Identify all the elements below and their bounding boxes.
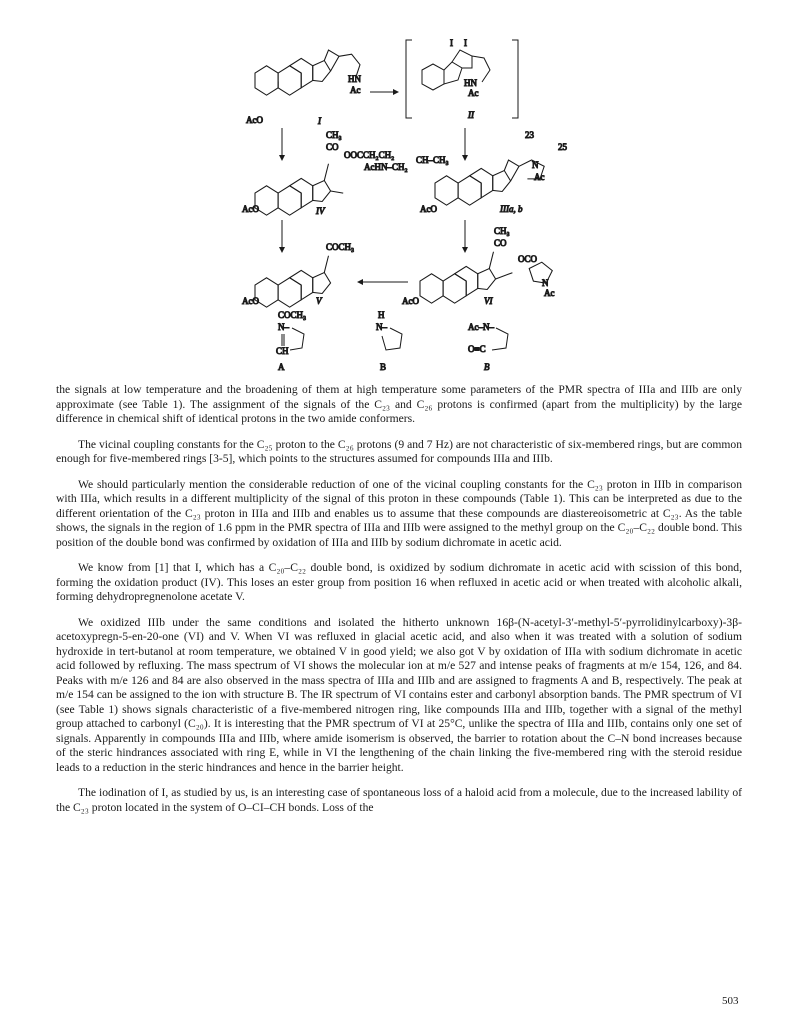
label-ester-IV2: CH–CH₃ [416, 155, 449, 165]
label-Ac-VI: Ac [544, 288, 555, 298]
fragment-B2 [468, 322, 508, 372]
svg-text:Ac–N–: Ac–N– [468, 322, 494, 332]
label-OCO-VI: OCO [518, 254, 538, 264]
page-number: 503 [722, 995, 739, 1007]
label-Ac-I: Ac [350, 85, 361, 95]
label-n23: 23 [525, 130, 534, 140]
label-AcO-I: AcO [246, 115, 263, 125]
reaction-scheme [150, 0, 650, 385]
label-V: V [316, 296, 322, 306]
label-I2: I [464, 38, 467, 48]
paragraph: We should particularly mention the considerable reduction of one of the vicinal coupling constants for the C₂₃ proton in IIIb in comparison with IIIa, which results in a different multiplicity of the signal of this proton in these compounds (Table 1). This can be interpreted as due to the different orientation of the C₂₃ proton in IIIa and IIIb and enables us to assume that these compounds are diastereoisometric at C₂₃. As the table shows, the signals in the region of 1.6 ppm in the PMR spectra of IIIa and IIIb were assigned to the methyl group on the C₂₀–C₂₂ double bond. This position of the double bond was confirmed by oxidation of IIIa and IIIb by sodium dichromate in acetic acid. [56, 477, 742, 549]
label-N-III: N [532, 160, 539, 170]
paragraph: We oxidized IIIb under the same conditions and isolated the hitherto unknown 16β-(N-acetyl-3′-methyl-5′-pyrrolidinylcarboxy)-3β-acetoxypregn-5-en-20-one (VI) and V. When VI was refluxed in glacial acetic acid, and also when it was treated with a solution of sodium hydroxide in tert-butanol at room temperature, we obtained V in good yield; we also got V by oxidation of IIIa with sodium dichromate in acetic acid followed by refluxing. The mass spectrum of VI shows the molecular ion at m/e 527 and intense peaks of fragments at m/e 154, 126, and 84. Peaks with m/e 126 and 84 are also observed in the mass spectra of IIIa and IIIb and are assigned to fragments A and B, respectively. The peak at m/e 154 can be assigned to the ion with structure B. The IR spectrum of VI contains ester and carbonyl absorption bands. The PMR spectrum of VI (see Table 1) shows signals characteristic of a five-membered nitrogen ring, like compounds IIIa and IIIb, together with a signal of the methyl group attached to carbonyl (C₂₀). It is interesting that the PMR spectrum of VI at 25°C, unlike the spectra of IIIa and IIIb, contains only one set of signals. Apparently in compounds IIIa and IIIb, where amide isomerism is observed, the barrier to rotation about the C–N bond increases because of the steric hindrances associated with ring E, while in VI the lengthening of the chain linking the five-membered ring with the steroid residue leads to a reduction in the steric hindrances and hence in the barrier height. [56, 615, 742, 774]
compound-III [435, 160, 544, 205]
paragraph: The iodination of I, as studied by us, is an interesting case of spontaneous loss of a haloid acid from a molecule, due to the increased lability of the C₂₃ proton located in the system of O–CI–CH bonds. Loss of the [56, 786, 742, 814]
svg-text:B: B [484, 362, 490, 372]
compound-IV [255, 164, 343, 215]
compound-II [422, 50, 490, 90]
paragraph: the signals at low temperature and the broadening of them at high temperature some parameters of the PMR spectra of IIIa and IIIb are only approximate (see Table 1). The assignment of the signals of the C₂₃ and C₂₆ protons is confirmed (apart from the multiplicity) by the large difference in chemical shift of identical protons in the two amide conformers. [56, 383, 742, 425]
label-CH3-IV: CH₃ [326, 130, 342, 140]
label-AcO-III: AcO [420, 204, 437, 214]
paragraph: The vicinal coupling constants for the C₂₅ proton to the C₂₆ protons (9 and 7 Hz) are not characteristic of six-membered rings, but are common enough for five-membered rings [3-5], which points to the structures assumed for compounds IIIa and IIIb. [56, 437, 742, 465]
label-AcO-IV: AcO [242, 204, 259, 214]
svg-text:B: B [380, 362, 387, 372]
label-I: I [318, 116, 321, 126]
label-AcO-V: AcO [242, 296, 259, 306]
svg-text:N–: N– [278, 322, 289, 332]
label-VI: VI [484, 296, 493, 306]
label-II: II [468, 110, 474, 120]
label-ester-IV3: AcHN–CH₂ [364, 162, 408, 172]
label-ester-IV: OOCCH₂CH₂ [344, 150, 395, 160]
svg-text:O≡C: O≡C [468, 344, 486, 354]
compound-I [255, 50, 360, 95]
svg-text:COCH₃: COCH₃ [278, 310, 307, 320]
label-HN-II: HN [464, 78, 477, 88]
label-III: IIIa, b [500, 204, 523, 214]
label-HN-I: HN [348, 74, 361, 84]
body-text [56, 383, 742, 826]
label-CO-VI: CO [494, 238, 507, 248]
fragment-B [376, 310, 402, 372]
label-n25: 25 [558, 142, 567, 152]
svg-text:CH: CH [276, 346, 289, 356]
label-Ac-II: Ac [468, 88, 479, 98]
label-IV: IV [316, 206, 325, 216]
svg-text:A: A [278, 362, 285, 372]
fragment-A [276, 310, 306, 372]
svg-text:N–: N– [376, 322, 387, 332]
paragraph: We know from [1] that I, which has a C₂₀–C₂₂ double bond, is oxidized by sodium dichromate in acetic acid with scission of this bond, forming the oxidation product (IV). This loses an ester group from position 16 when refluxed in acetic acid or when treated with alcoholic alkali, forming dehydropregnenolone acetate V. [56, 561, 742, 603]
label-N-VI: N [542, 278, 549, 288]
label-Ac-III: Ac [534, 172, 545, 182]
label-AcO-VI: AcO [402, 296, 419, 306]
label-COCH3-V: COCH₃ [326, 242, 355, 252]
label-CO-IV: CO [326, 142, 339, 152]
label-CH3-VI: CH₃ [494, 226, 510, 236]
svg-text:H: H [378, 310, 385, 320]
label-I1: I [450, 38, 453, 48]
